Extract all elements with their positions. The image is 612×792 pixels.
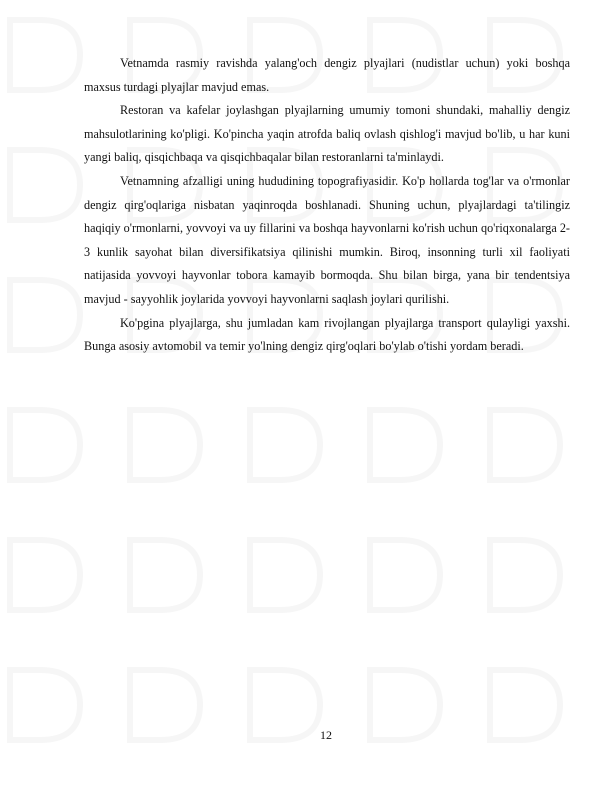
watermark-mark-18: [250, 410, 320, 480]
watermark-mark-25: [490, 540, 560, 610]
watermark-mark-17: [130, 410, 200, 480]
watermark-mark-16: [10, 410, 80, 480]
paragraph-4: Ko'pgina plyajlarga, shu jumladan kam rivojlangan plyajlarga transport qulayligi yaxshi. Bunga asosiy avtomobil va temir yo'lning dengiz qirg'oqlari bo'ylab o'tishi yordam beradi.: [84, 315, 570, 354]
body-text: [84, 52, 570, 359]
watermark-mark-6: [10, 150, 80, 220]
watermark-mark-11: [10, 280, 80, 350]
paragraph-2: Restoran va kafelar joylashgan plyajlarning umumiy tomoni shundaki, mahalliy dengiz mahsulotlarining ko'pligi. Ko'pincha yaqin atrofda baliq ovlash qishlog'i mavjud bo'lib, u har kuni yangi baliq, qisqichbaqa va qisqichbaqalar bilan restoranlarni ta'minlaydi.: [84, 103, 570, 165]
paragraph-3: Vetnamning afzalligi uning hududining topografiyasidir. Ko'p hollarda tog'lar va o'rmonlar dengiz qirg'oqlariga nisbatan yaqinroqda boshlanadi. Shuning uchun, plyajlardagi ta'tilingiz haqiqiy o'rmonlarni, yovvoyi va uy fillarini va boshqa hayvonlarni ko'rish uchun qo'riqxonalarga 2-3 kunlik sayohat bilan diversifikatsiya qilinishi mumkin. Biroq, insonning turli xil faoliyati natijasida yovvoyi hayvonlar tobora kamayib bormoqda. Shu bilan birga, yana bir tendentsiya mavjud - sayyohlik joylarida yovvoyi hayvonlarni saqlash joylari qurilishi.: [84, 173, 570, 306]
watermark-mark-22: [130, 540, 200, 610]
watermark-mark-19: [370, 410, 440, 480]
watermark-mark-20: [490, 410, 560, 480]
paragraph-1: Vetnamda rasmiy ravishda yalang'och dengiz plyajlari (nudistlar uchun) yoki boshqa maxsus turdagi plyajlar mavjud emas.: [84, 56, 570, 94]
watermark-mark-21: [10, 540, 80, 610]
page-number: 12: [320, 728, 332, 742]
watermark-mark-24: [370, 540, 440, 610]
watermark-mark-23: [250, 540, 320, 610]
watermark-mark-1: [10, 20, 80, 90]
